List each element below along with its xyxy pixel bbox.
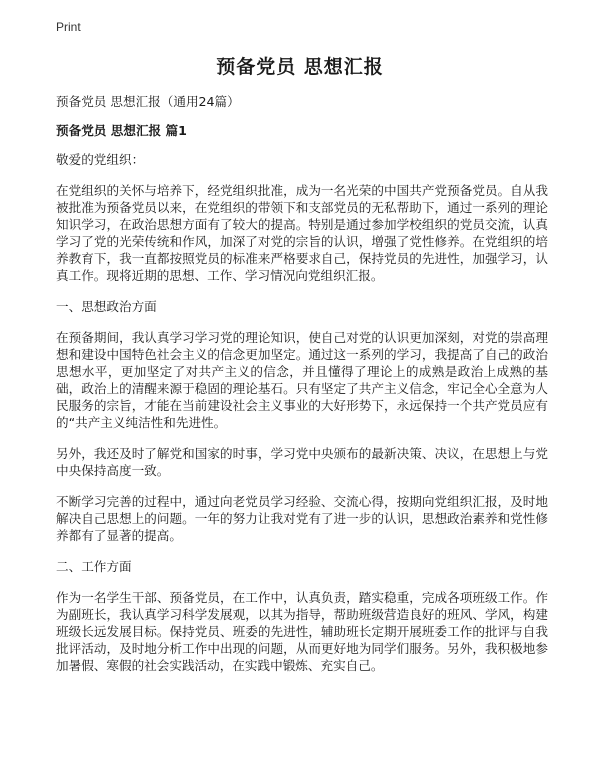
salutation: 敬爱的党组织： (56, 152, 145, 167)
paragraph-political-3: 不断学习完善的过程中，通过向老党员学习经验、交流心得，按期向党组织汇报，及时地解决自己思想上的问题。一年的努力让我对党有了进一步的认识，思想政治素养和党性修养都有了显著的提高。 (56, 494, 548, 543)
print-link[interactable]: Print (56, 20, 81, 34)
document-body (56, 93, 548, 688)
paragraph-work-1: 作为一名学生干部、预备党员，在工作中，认真负责，踏实稳重，完成各项班级工作。作为副班长，我认真学习科学发展观，以其为指导，帮助班级营造良好的班风、学风，构建班级长远发展目标。保持党员、班委的先进性，辅助班长定期开展班委工作的批评与自我批评活动，及时地分析工作中出现的问题，从而更好地为同学们服务。另外，我积极地参加暑假、寒假的社会实践活动，在实践中锻炼、充实自己。 (56, 590, 548, 673)
paragraph-political-2: 另外，我还及时了解党和国家的时事，学习党中央颁布的最新决策、决议，在思想上与党中央保持高度一致。 (56, 446, 548, 478)
paragraph-political-1: 在预备期间，我认真学习学习党的理论知识，使自己对党的认识更加深刻，对党的崇高理想和建设中国特色社会主义的信念更加坚定。通过这一系列的学习，我提高了自己的政治思想水平，更加坚定了对共产主义的信念，并且懂得了理论上的成熟是政治上成熟的基础，政治上的清醒来源于稳固的理论基石。只有坚定了共产主义信念，牢记全心全意为人民服务的宗旨，才能在当前建设社会主义事业的大好形势下，永远保持一个共产党员应有的“共产主义纯洁性和先进性。 (56, 330, 548, 430)
heading-work: 二、工作方面 (56, 559, 132, 574)
heading-political-thought: 一、思想政治方面 (56, 299, 157, 314)
document-subtitle: 预备党员 思想汇报（通用24篇） (56, 94, 240, 109)
section-title: 预备党员 思想汇报 篇1 (56, 123, 187, 138)
paragraph-intro: 在党组织的关怀与培养下，经党组织批准，成为一名光荣的中国共产党预备党员。自从我被批准为预备党员以来，在党组织的带领下和支部党员的无私帮助下，通过一系列的理论知识学习，在政治思想方面有了较大的提高。特别是通过参加学校组织的党员交流，认真学习了党的光荣传统和作风，加深了对党的宗旨的认识，增强了党性修养。在党组织的培养教育下，我一直都按照党员的标准来严格要求自己，保持党员的先进性，加强学习，认真工作。现将近期的思想、工作、学习情况向党组织汇报。 (56, 183, 548, 283)
page-title: 预备党员 思想汇报 (216, 56, 384, 78)
